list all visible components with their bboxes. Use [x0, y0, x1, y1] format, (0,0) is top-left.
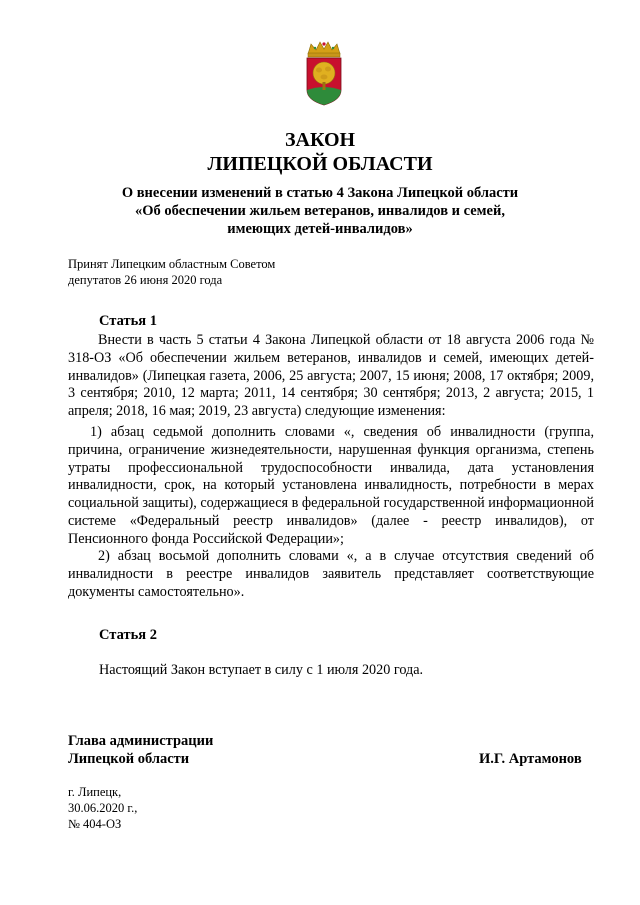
subject-line-1: О внесении изменений в статью 4 Закона Липецкой области [121, 185, 519, 201]
law-title-line-2: ЛИПЕЦКОЙ ОБЛАСТИ [207, 153, 433, 175]
adoption-line-2: депутатов 26 июня 2020 года [68, 273, 223, 287]
footer-number: № 404-ОЗ [68, 817, 122, 831]
adoption-note [68, 256, 275, 288]
article-1-heading: Статья 1 [99, 313, 157, 329]
shield-icon [307, 58, 341, 105]
signatory-position-line-1: Глава администрации [68, 733, 214, 749]
article-2-text: Настоящий Закон вступает в силу с 1 июля 2020 года. [99, 662, 424, 678]
article-1-item-2: 2) абзац восьмой дополнить словами «, а в случае отсутствия сведений об инвалидности в реестре инвалидов заявитель представляет соответствующие документы самостоятельно». [68, 548, 594, 600]
subject-line-3: имеющих детей-инвалидов» [227, 221, 413, 237]
subject-line-2: «Об обеспечении жильем ветеранов, инвалидов и семей, [135, 203, 505, 219]
law-title-line-1: ЗАКОН [284, 129, 356, 151]
document-footer [68, 784, 137, 832]
article-2-heading: Статья 2 [99, 627, 157, 643]
crown-icon [308, 42, 340, 57]
signatory-position [68, 732, 213, 768]
law-title [0, 128, 640, 176]
article-1-intro: Внести в часть 5 статьи 4 Закона Липецкой области от 18 августа 2006 года № 318-ОЗ «Об обеспечении жильем ветеранов, инвалидов и семей, имеющих детей-инвалидов» (Липецкая газета, 2006, 25 августа; 2007, 15 июня; 2008, 17 октября; 2009, 3 сентября; 2010, 12 марта; 2011, 14 сентября; 30 сентября; 2013, 2 августа; 2015, 1 апреля; 2018, 16 мая; 2019, 23 августа) следующие изменения: [68, 332, 594, 420]
footer-city: г. Липецк, [68, 785, 122, 799]
signatory-position-line-2: Липецкой области [68, 751, 190, 767]
adoption-line-1: Принят Липецким областным Советом [68, 257, 276, 271]
signatory-name: И.Г. Артамонов [479, 751, 582, 767]
coat-of-arms-icon [302, 40, 346, 106]
footer-date: 30.06.2020 г., [68, 801, 138, 815]
article-1-item-1: 1) абзац седьмой дополнить словами «, сведения об инвалидности (группа, причина, ограничение жизнедеятельности, нарушенная функция организма, степень утраты профессиональной трудоспособности инвалида, дата установления инвалидности, срок, на который установлена инвалидность, потребности в мерах социальной защиты), содержащиеся в федеральной государственной информационной системе «Федеральный реестр инвалидов» (далее - реестр инвалидов), от Пенсионного фонда Российской Федерации»; [68, 424, 594, 547]
law-subject [60, 184, 580, 238]
